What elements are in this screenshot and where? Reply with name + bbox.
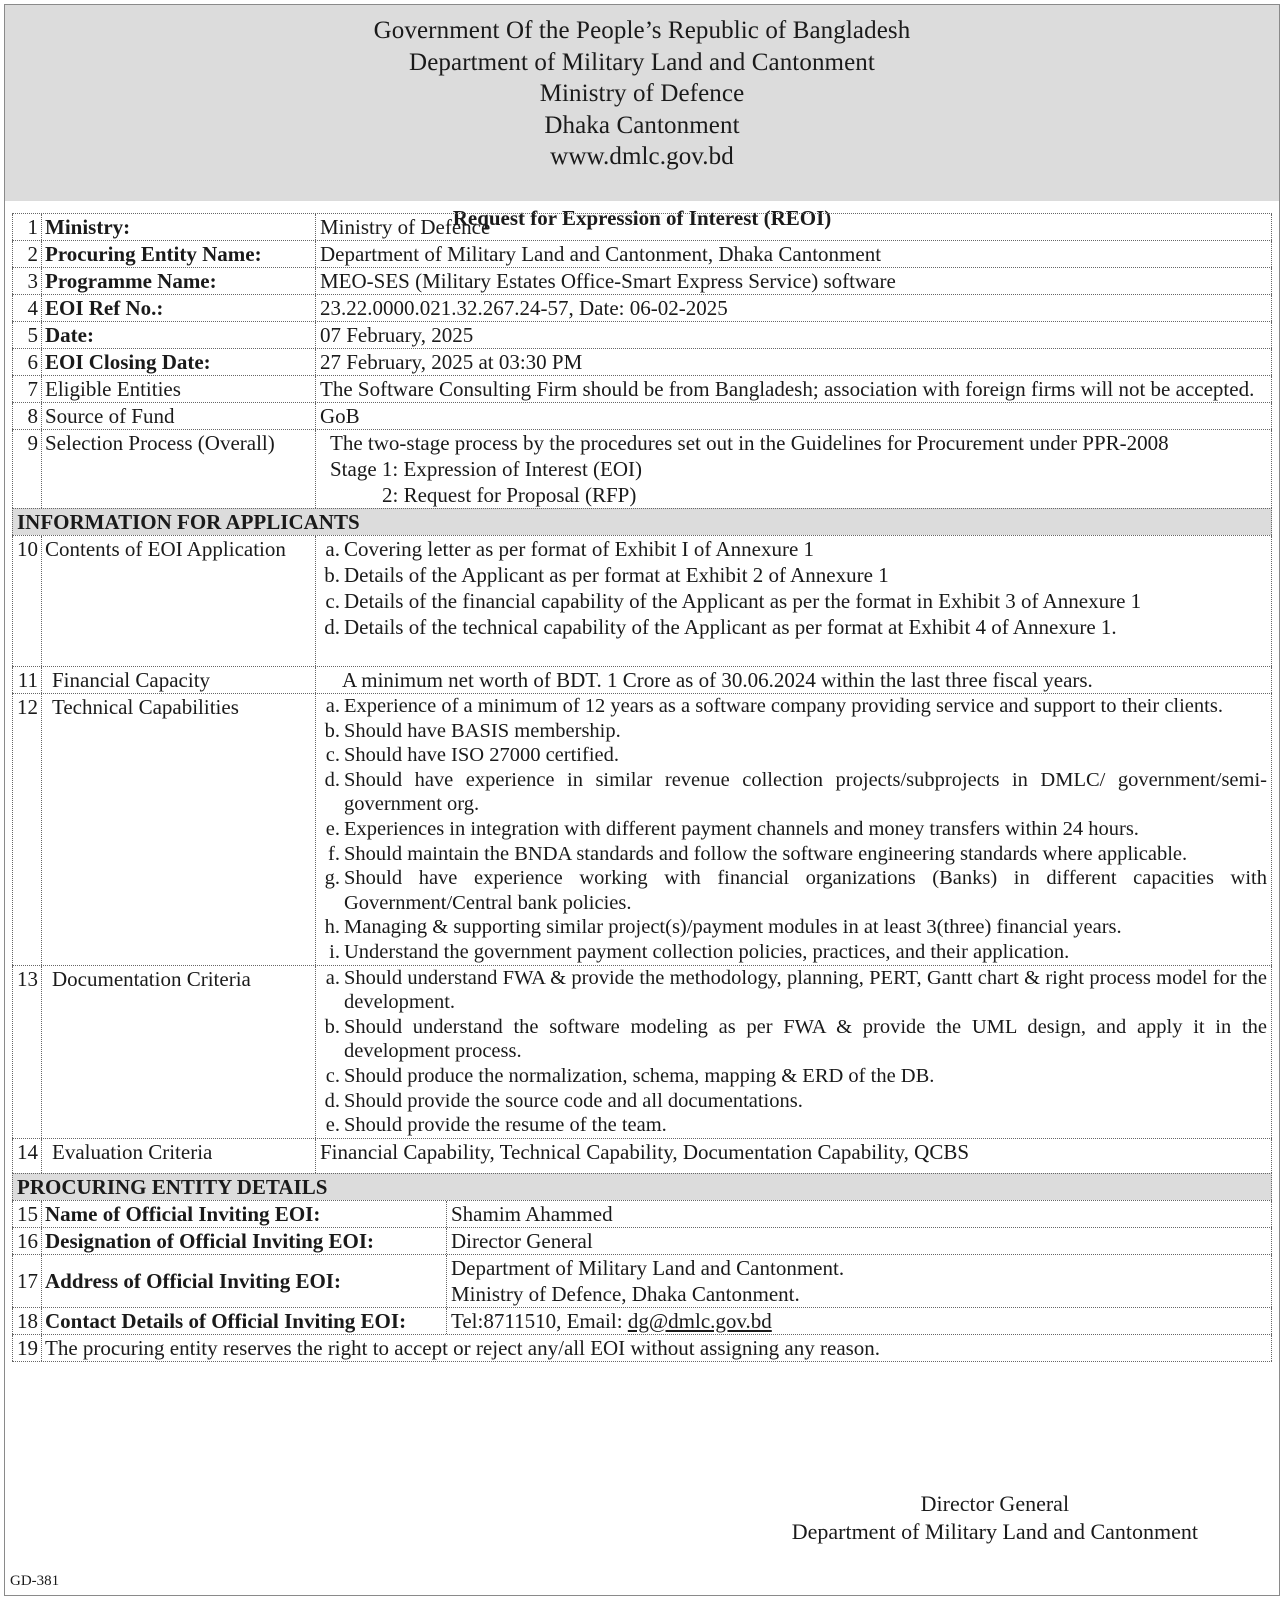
list-marker: c. (325, 1064, 340, 1087)
list-item (322, 588, 1267, 614)
row-label: Technical Capabilities (42, 694, 316, 965)
row-value (316, 430, 1272, 508)
list-text: Experiences in integration with different payment channels and money transfers within 24 hours. (344, 817, 1139, 840)
table-row (12, 965, 1272, 1138)
row-label: Documentation Criteria (42, 966, 316, 1138)
row-number: 3 (12, 268, 42, 294)
list-marker: b. (324, 1015, 340, 1038)
list-text: Should have experience working with financial organizations (Banks) in different capacities with Government/Central bank policies. (344, 867, 1267, 914)
list-item (322, 1089, 1267, 1114)
row-value: 23.22.0000.021.32.267.24-57, Date: 06-02-2025 (316, 295, 1272, 321)
row-value: MEO-SES (Military Estates Office-Smart Express Service) software (316, 268, 1272, 294)
row-number: 18 (12, 1308, 42, 1334)
list-text: Managing & supporting similar project(s)/payment modules in at least 3(three) financial years. (344, 916, 1122, 939)
list-item (322, 562, 1267, 588)
row-number: 7 (12, 376, 42, 402)
list-marker: d. (324, 768, 340, 791)
list-text: Should produce the normalization, schema, mapping & ERD of the DB. (344, 1064, 935, 1087)
address-line: Ministry of Defence, Dhaka Cantonment. (451, 1281, 800, 1306)
row-value: The Software Consulting Firm should be from Bangladesh; association with foreign firms will not be accepted. (316, 376, 1272, 402)
list-text: Should provide the resume of the team. (344, 1114, 667, 1137)
list-item (322, 966, 1267, 1015)
list-item (322, 915, 1267, 940)
list-text: Should maintain the BNDA standards and follow the software engineering standards where applicable. (344, 842, 1188, 865)
list-marker: d. (324, 1089, 340, 1112)
row-label: Financial Capacity (42, 667, 316, 693)
row-value: Ministry of Defence (316, 214, 1272, 240)
list-text: Details of the Applicant as per format at Exhibit 2 of Annexure 1 (344, 563, 889, 587)
row-number: 13 (12, 966, 42, 1138)
list-text: Understand the government payment collection policies, practices, and their application. (344, 940, 1070, 963)
row-label: Contents of EOI Application (42, 536, 316, 666)
row-label: Programme Name: (42, 268, 316, 294)
selection-process-text: The two-stage process by the procedures set out in the Guidelines for Procurement under PPR-2008 (330, 431, 1169, 455)
website-link[interactable]: www.dmlc.gov.bd (550, 143, 734, 170)
table-row (12, 1307, 1272, 1334)
row-value (447, 1255, 1272, 1307)
table-row (12, 402, 1272, 429)
row-label: Designation of Official Inviting EOI: (42, 1228, 447, 1254)
row-value: Department of Military Land and Cantonment, Dhaka Cantonment (316, 241, 1272, 267)
list-item (322, 536, 1267, 562)
row-label: EOI Ref No.: (42, 295, 316, 321)
table-row (12, 321, 1272, 348)
row-label: Procuring Entity Name: (42, 241, 316, 267)
list-marker: b. (324, 563, 340, 587)
section-heading-applicants: INFORMATION FOR APPLICANTS (12, 508, 1272, 535)
government-title: Government Of the People’s Republic of Bangladesh (373, 17, 911, 44)
list-marker: g. (324, 867, 340, 890)
table-row (12, 1200, 1272, 1227)
row-value: The procuring entity reserves the right to accept or reject any/all EOI without assigning any reason. (42, 1335, 1272, 1361)
table-row (12, 213, 1272, 240)
row-label: Contact Details of Official Inviting EOI: (42, 1308, 447, 1334)
row-number: 19 (12, 1335, 42, 1361)
table-row (12, 666, 1272, 693)
table-row (12, 348, 1272, 375)
page-title: Request for Expression of Interest (REOI) (452, 206, 832, 230)
list-item (322, 768, 1267, 817)
list-marker: a. (325, 695, 340, 717)
row-value: Director General (447, 1228, 1272, 1254)
location-title: Dhaka Cantonment (544, 111, 740, 139)
row-number: 15 (12, 1201, 42, 1227)
table-row (12, 1138, 1272, 1173)
list-text: Should have ISO 27000 certified. (344, 744, 619, 767)
table-row (12, 267, 1272, 294)
table-row (12, 535, 1272, 666)
list-item (322, 842, 1267, 867)
contact-phone: Tel:8711510, Email: (451, 1308, 623, 1333)
row-number: 5 (12, 322, 42, 348)
contents-list (322, 536, 1267, 640)
row-number: 17 (12, 1255, 42, 1307)
row-number: 1 (12, 214, 42, 240)
list-text: Should provide the source code and all documentations. (344, 1089, 803, 1112)
list-text: Covering letter as per format of Exhibit I of Annexure 1 (344, 537, 815, 561)
list-marker: e. (325, 817, 340, 840)
row-label: Date: (42, 322, 316, 348)
list-item (322, 614, 1267, 640)
list-marker: b. (324, 719, 340, 742)
row-number: 4 (12, 295, 42, 321)
row-value: A minimum net worth of BDT. 1 Crore as of 30.06.2024 within the last three fiscal years. (316, 667, 1272, 693)
row-value (316, 694, 1272, 965)
row-number: 12 (12, 694, 42, 965)
row-label: Eligible Entities (42, 376, 316, 402)
row-label: Name of Official Inviting EOI: (42, 1201, 447, 1227)
list-text: Details of the technical capability of the Applicant as per format at Exhibit 4 of Annexure 1. (344, 615, 1117, 639)
list-text: Should have experience in similar revenue collection projects/subprojects in DMLC/ government/semi-government org. (344, 768, 1267, 816)
row-number: 16 (12, 1228, 42, 1254)
row-number: 14 (12, 1139, 42, 1173)
technical-list (322, 694, 1267, 965)
row-value: Shamim Ahammed (447, 1201, 1272, 1227)
row-value: Financial Capability, Technical Capability, Documentation Capability, QCBS (316, 1139, 1272, 1173)
table-row (12, 294, 1272, 321)
list-item (322, 940, 1267, 965)
list-text: Should have BASIS membership. (344, 719, 621, 742)
row-number: 10 (12, 536, 42, 666)
list-marker: a. (325, 966, 340, 989)
row-number: 9 (12, 430, 42, 508)
list-item (322, 1064, 1267, 1089)
department-title: Department of Military Land and Cantonment (409, 48, 875, 76)
row-number: 2 (12, 241, 42, 267)
row-label: Source of Fund (42, 403, 316, 429)
list-marker: i. (329, 940, 340, 963)
row-value (316, 536, 1272, 666)
row-number: 8 (12, 403, 42, 429)
table-row (12, 1254, 1272, 1307)
list-item (322, 817, 1267, 842)
list-marker: c. (325, 589, 340, 613)
stage-two-text: 2: Request for Proposal (RFP) (382, 483, 637, 507)
row-value: GoB (316, 403, 1272, 429)
row-value (447, 1308, 1272, 1334)
list-item (322, 866, 1267, 915)
list-item (322, 694, 1267, 719)
row-label: Address of Official Inviting EOI: (42, 1255, 447, 1307)
list-marker: c. (325, 744, 340, 767)
list-marker: e. (325, 1114, 340, 1137)
list-text: Should understand the software modeling as per FWA & provide the UML design, and apply it in the development process. (344, 1015, 1267, 1063)
section-heading-entity: PROCURING ENTITY DETAILS (12, 1173, 1272, 1200)
row-value: 27 February, 2025 at 03:30 PM (316, 349, 1272, 375)
list-marker: h. (324, 916, 340, 939)
list-item (322, 1113, 1267, 1138)
table-row (12, 375, 1272, 402)
row-value: 07 February, 2025 (316, 322, 1272, 348)
documentation-list (322, 966, 1267, 1138)
signatory-department: Department of Military Land and Cantonment (791, 1519, 1198, 1544)
table-row (12, 429, 1272, 508)
row-label: Ministry: (42, 214, 316, 240)
address-line: Department of Military Land and Cantonment. (451, 1255, 845, 1280)
row-label: Evaluation Criteria (42, 1139, 316, 1173)
stage-one-text: Stage 1: Expression of Interest (EOI) (330, 457, 642, 481)
table-row (12, 1227, 1272, 1254)
table-row (12, 693, 1272, 965)
table-row (12, 240, 1272, 267)
list-marker: a. (325, 537, 340, 561)
row-label: EOI Closing Date: (42, 349, 316, 375)
row-number: 11 (12, 667, 42, 693)
ministry-title: Ministry of Defence (539, 80, 745, 107)
reoi-table (12, 213, 1272, 1362)
table-row (12, 1334, 1272, 1362)
list-text: Details of the financial capability of the Applicant as per the format in Exhibit 3 of Annexure 1 (344, 589, 1142, 613)
email-link[interactable]: dg@dmlc.gov.bd (627, 1308, 772, 1333)
list-item (322, 719, 1267, 744)
document-code: GD-381 (10, 1573, 60, 1589)
list-marker: f. (328, 842, 340, 865)
row-label: Selection Process (Overall) (42, 430, 316, 508)
list-text: Experience of a minimum of 12 years as a software company providing service and support to their clients. (344, 695, 1223, 717)
list-item (322, 1015, 1267, 1064)
row-value (316, 966, 1272, 1138)
list-item (322, 743, 1267, 768)
list-text: Should understand FWA & provide the methodology, planning, PERT, Gantt chart & right process model for the development. (344, 966, 1267, 1014)
letterhead (5, 5, 1279, 201)
signature-block (792, 1490, 1198, 1546)
list-marker: d. (324, 615, 340, 639)
row-number: 6 (12, 349, 42, 375)
signatory-title: Director General (920, 1491, 1070, 1516)
